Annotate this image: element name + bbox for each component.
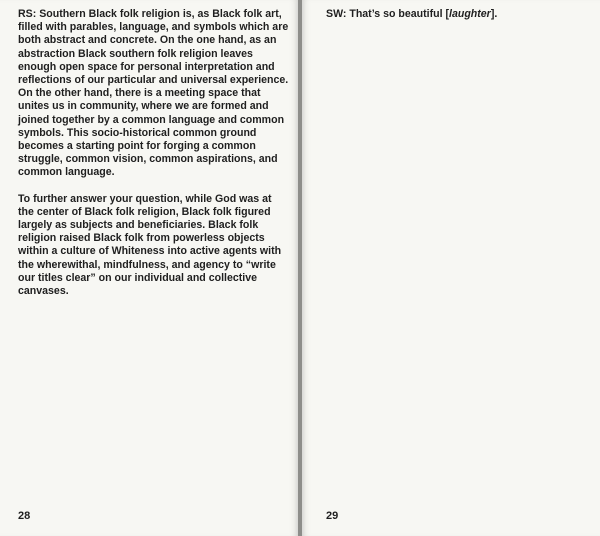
- right-page: [302, 0, 600, 536]
- paragraph-sw-reply: [326, 8, 588, 21]
- paragraph-rs-answer: RS: Southern Black folk religion is, as Black folk art, filled with parables, language, and symbols which are both abstract and concrete. On the one hand, as an abstraction Black southern folk religion leaves enough open space for personal interpretation and reflections of our particular and universal experience. On the other hand, there is a meeting space that unites us in community, where we are formed and joined together by a common language and common symbols. This socio-historical common ground becomes a starting point for forging a common struggle, common vision, common aspirations, and common language.: [18, 8, 289, 179]
- paragraph-further-answer: To further answer your question, while God was at the center of Black folk religion, Black folk figured largely as subjects and beneficiaries. Black folk religion raised Black folk from powerless objects within a culture of Whiteness into active agents with the wherewithal, mindfulness, and agency to “write our titles clear” on our individual and collective canvases.: [18, 192, 282, 298]
- sw-reply-closing: ].: [490, 8, 498, 20]
- sw-reply-text: SW: That’s so beautiful [: [326, 8, 450, 20]
- laughter-annotation: laughter: [449, 8, 491, 20]
- page-number-left: 28: [18, 510, 31, 522]
- page-number-right: 29: [326, 510, 339, 522]
- left-page-text: [18, 8, 290, 311]
- left-page: [0, 0, 298, 536]
- right-page-text: [326, 8, 588, 34]
